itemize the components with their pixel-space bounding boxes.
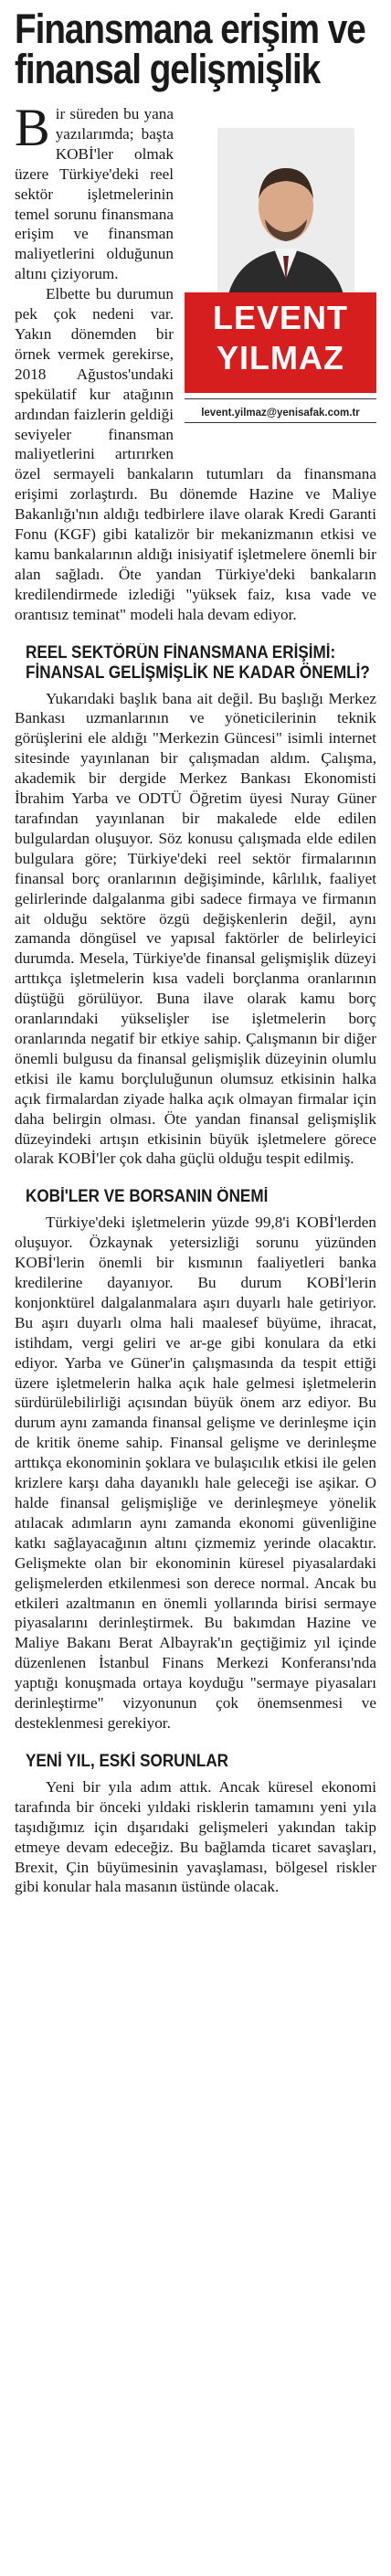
author-last-name: YILMAZ [217,339,344,376]
author-name-badge [185,292,376,393]
author-box [185,128,376,444]
author-first-name: LEVENT [212,299,348,336]
section-paragraph: Türkiye'deki işletmelerin yüzde 99,8'i KOBİ'lerden oluşuyor. Özkaynak yetersizliği sorunu yüzünden KOBİ'lerin önemli bir kısmının faaliyetleri banka kredilerine dayanıyor. Bu durum KOBİ'lerin konjonktürel dalgalanmalara aşırı duyarlı hale getiriyor. Bu aşırı duyarlı olma hali maalesef büyüme, ihracat, istihdam, vergi geliri ve ar-ge gibi konulara da etki ediyor. Yarba ve Güner'in çalışmasında da tespit ettiği üzere işletmelerin halka açık hale gelmesi işletmelerin sürdürülebilirliği açısından büyük önem arz ediyor. Bu durum aynı zamanda finansal gelişme ve derinleşme için de kritik öneme sahip. Finansal gelişme ve derinleşme arttıkça ekonominin şoklara ve bulaşıcılık etkisi ile gelen krizlere karşı daha dayanıklı hale geleceği ise aşikar. O halde finansal gelişmişliğe ve derinleşmeye yönelik atılacak adımların aynı zamanda ekonomi güvenliğine katkı sağlayacağının altını çizmemiz yerinde olacaktır. Gelişmekte olan bir ekonominin küresel piyasalardaki gelişmelerden etkilenmesi son derece normal. Ancak bu etkileri azaltmanın en önemli yollarında birisi sermaye piyasalarını derinleştirmek. Bu bakımdan Hazine ve Maliye Bakanı Berat Albayrak'ın geçtiğimiz yıl içinde düzenlenen İstanbul Finans Merkezi Konferansı'nda yaptığı konuşmada ortaya koyduğu "sermaye piyasaları derinleştirme" vizyonunun çok önemsenmesi ve desteklenmesi gerekiyor. [15,1214,376,1732]
section-body-2 [15,1213,376,1733]
section-body-1 [15,689,376,1170]
intro-paragraph-1: Bir süreden bu yana yazılarımda; başta KOBİ'ler olmak üzere Türkiye'deki reel sektör işletmelerinin temel sorunu finansmana erişim ve finansman maliyetlerini olduğunun altını çiziyorum. [15,98,174,283]
intro-paragraph-2: Elbette bu durumun pek çok nedeni var. Yakın dönemden bir örnek vermek gerekirse, 2018 Ağustos'undaki spekülatif kur atağının ardından faizlerin geldiği seviyeler finansman maliyetlerini artırırken özel sermayeli bankaların tutumları da finansmana erişimi zorlaştırdı. Bu dönemde Hazine ve Maliye Bakanlığı'nın aldığı tedbirlere ilave olarak Kredi Garanti Fonu (KGF) gibi katalizör bir mekanizmanın etkisi ve kamu bankalarının aldığı inisiyatif işletmelere önemli bir alan sağladı. Öte yandan Türkiye'deki bankaların kredilendirmede izlediği "yüksek faiz, kısa vade ve orantısız teminat" modeli hala devam ediyor. [15,285,376,623]
section-paragraph: Yeni bir yıla adım attık. Ancak küresel ekonomi tarafında bir önceki yıldaki risklerin tamamını yeni yıla taşıdığımız için dışarıdaki gelişmeleri yakından takip etmeye devam edeceğiz. Bu bağlamda ticaret savaşları, Brexit, Çin büyümesinin yavaşlaması, bölgesel riskler gibi konular hala masanın üstünde olacak. [15,1777,376,1896]
section-title-2: KOBİ'LER VE BORSANIN ÖNEMİ [26,1187,269,1207]
author-divider [185,398,376,399]
article-intro [15,98,376,625]
author-portrait-icon [217,128,354,302]
section-title-3: YENİ YIL, ESKİ SORUNLAR [26,1751,229,1771]
author-photo [217,128,354,302]
section-paragraph: Yukarıdaki başlık bana ait değil. Bu başlığı Merkez Bankası uzmanlarının ve yöneticilerinin teknik görüşlerini ele aldığı "Merkezin Güncesi" isimli internet sitesinde yayınlanan bir çalışmadan aldım. Çalışma, akademik bir dergide Merkez Bankası Ekonomisti İbrahim Yarba ve ODTÜ Öğretim üyesi Nuray Güner tarafından yayınlanan bir makalede elde edilen bulgulardan oluşuyor. Söz konusu çalışmada elde edilen bulgulara göre; Türkiye'deki reel sektör firmalarının finansal borç oranlarının değişiminde, kârlılık, faaliyet gelirlerinde dalgalanma gibi sadece firmaya ve firmanın ait olduğu sektöre özgü değişkenlerin değil, aynı zamanda döngüsel ve yapısal faktörler de belirleyici durumda. Mesela, Türkiye'de finansal gelişmişlik düzeyi arttıkça işletmelerin kısa vadeli borçlanma oranlarının düştüğü görülüyor. Buna ilave olarak kamu borç oranlarındaki yükselişler ise işletmelerin borç oranlarında negatif bir etkiye sahip. Çalışmanın bir diğer önemli bulgusu da finansal gelişmişlik düzeyinin olumlu etkisi ile kamu borçluluğunun olumsuz etkisinin halka açık firmalardan ziyade halka açık olmayan firmalar için daha belirgin olması. Öte yandan finansal gelişmişlik düzeyindeki artışın etkisinin büyük işletmelere görece olarak KOBİ'ler çok daha güçlü olduğu tespit edilmiş. [15,689,376,1168]
article-headline: Finansmana erişim ve finansal gelişmişlik [15,5,365,92]
section-body-3 [15,1777,376,1897]
drop-cap: B [15,98,50,157]
author-divider [185,422,376,423]
section-title-1: REEL SEKTÖRÜN FİNANSMANA ERİŞİMİ: FİNANSAL GELİŞMİŞLİK NE KADAR ÖNEMLİ? [26,642,370,683]
author-email[interactable]: levent.yilmaz@yenisafak.com.tr [201,408,360,419]
